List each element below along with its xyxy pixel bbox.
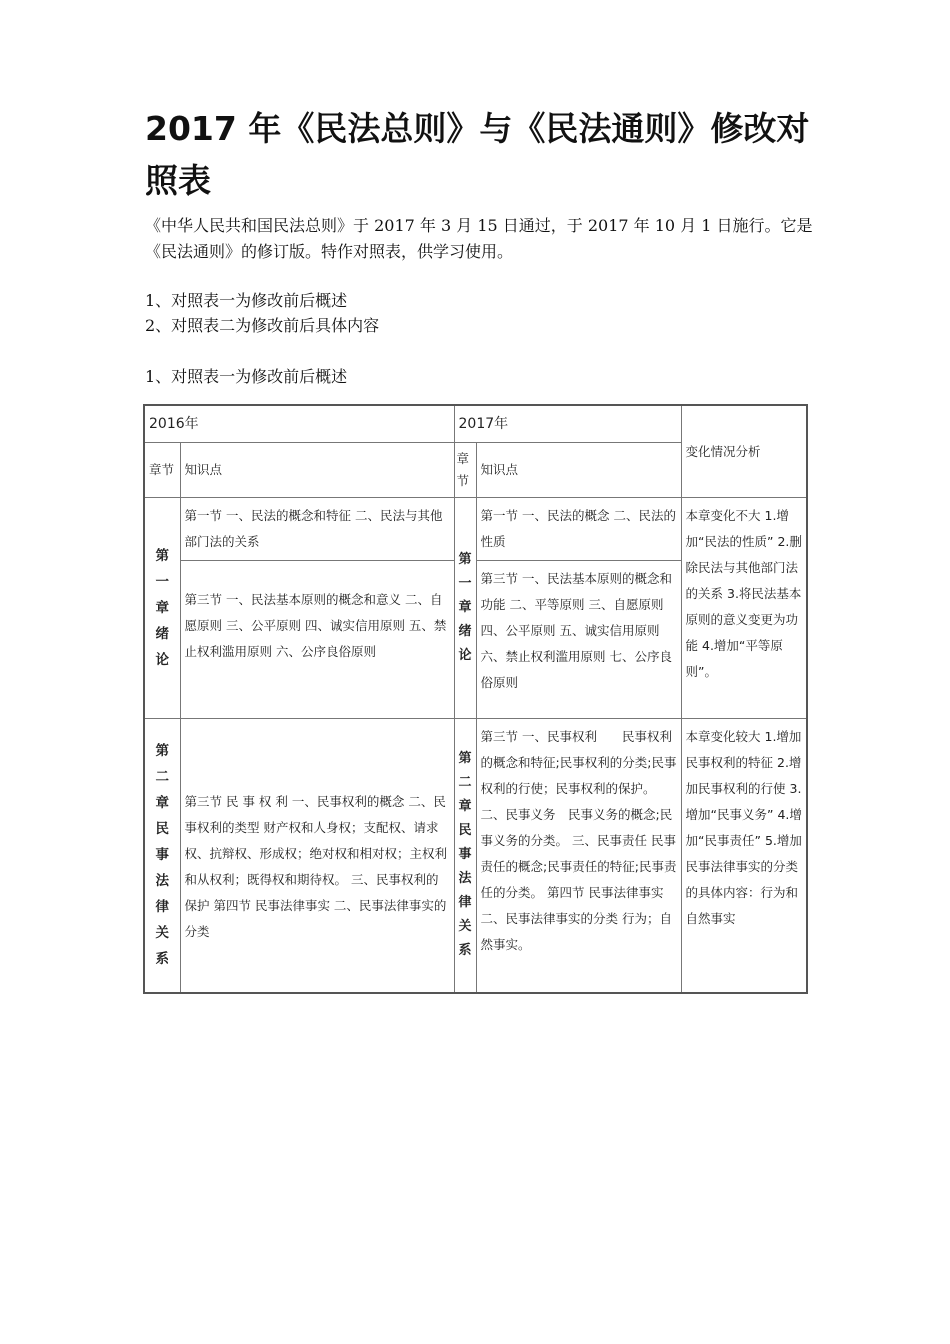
title-year: 2017 — [145, 109, 237, 148]
header-analysis: 变化情况分析 — [681, 405, 807, 498]
header-year-2017: 2017年 — [454, 405, 681, 443]
header-chapter-new: 章节 — [454, 443, 476, 498]
knowledge-cell-new: 第三节 一、民法基本原则的概念和功能 二、平等原则 三、自愿原则 四、公平原则 五、诚实信用原则 六、禁止权利滥用原则 七、公序良俗原则 — [476, 561, 681, 719]
comparison-table — [143, 404, 808, 994]
knowledge-cell-new: 第三节 一、民事权利 民事权利的概念和特征;民事权利的分类;民事权利的行使；民事权利的保护。 二、民事义务 民事义务的概念;民事义务的分类。 三、民事责任 民事责任的概念;民事责任的特征;民事责任的分类。 第四节 民事法律事实 二、民事法律事实的分类 行为；自然事实。 — [476, 719, 681, 993]
header-chapter-old: 章节 — [144, 443, 180, 498]
header-knowledge-old: 知识点 — [180, 443, 454, 498]
knowledge-cell-old: 第三节 一、民法基本原则的概念和意义 二、自愿原则 三、公平原则 四、诚实信用原则 五、禁止权利滥用原则 六、公序良俗原则 — [180, 561, 454, 719]
chapter-cell-new: 第二章民事法律关系 — [454, 719, 476, 993]
page-title — [145, 103, 825, 207]
analysis-cell: 本章变化不大 1.增加“民法的性质” 2.删除民法与其他部门法的关系 3.将民法基本原则的意义变更为功能 4.增加“平等原则”。 — [681, 498, 807, 719]
intro-paragraph: 《中华人民共和国民法总则》于 2017 年 3 月 15 日通过，于 2017 年 10 月 1 日施行。它是《民法通则》的修订版。特作对照表，供学习使用。 — [145, 216, 813, 261]
header-knowledge-new: 知识点 — [476, 443, 681, 498]
analysis-cell: 本章变化较大 1.增加民事权利的特征 2.增加民事权利的行使 3.增加“民事义务” 4.增加“民事责任” 5.增加民事法律事实的分类的具体内容：行为和自然事实 — [681, 719, 807, 993]
knowledge-cell-old: 第三节 民 事 权 利 一、民事权利的概念 二、民事权利的类型 财产权和人身权；支配权、请求权、抗辩权、形成权；绝对权和相对权；主权利和从权利；既得权和期待权。 三、民事权利的保护 第四节 民事法律事实 二、民事法律事实的分类 — [180, 719, 454, 993]
list-item: 2、对照表二为修改前后具体内容 — [145, 316, 380, 335]
title-text: 年《民法总则》与《民法通则》修改对照表 — [145, 109, 810, 200]
knowledge-cell-new: 第一节 一、民法的概念 二、民法的性质 — [476, 498, 681, 561]
list-item: 1、对照表一为修改前后概述 — [145, 291, 348, 310]
knowledge-cell-old: 第一节 一、民法的概念和特征 二、民法与其他部门法的关系 — [180, 498, 454, 561]
chapter-cell-old: 第一章绪论 — [144, 498, 180, 719]
chapter-cell-old: 第二章民事法律关系 — [144, 719, 180, 993]
chapter-cell-new: 第一章绪论 — [454, 498, 476, 719]
section-heading: 1、对照表一为修改前后概述 — [145, 367, 348, 386]
header-year-2016: 2016年 — [144, 405, 454, 443]
